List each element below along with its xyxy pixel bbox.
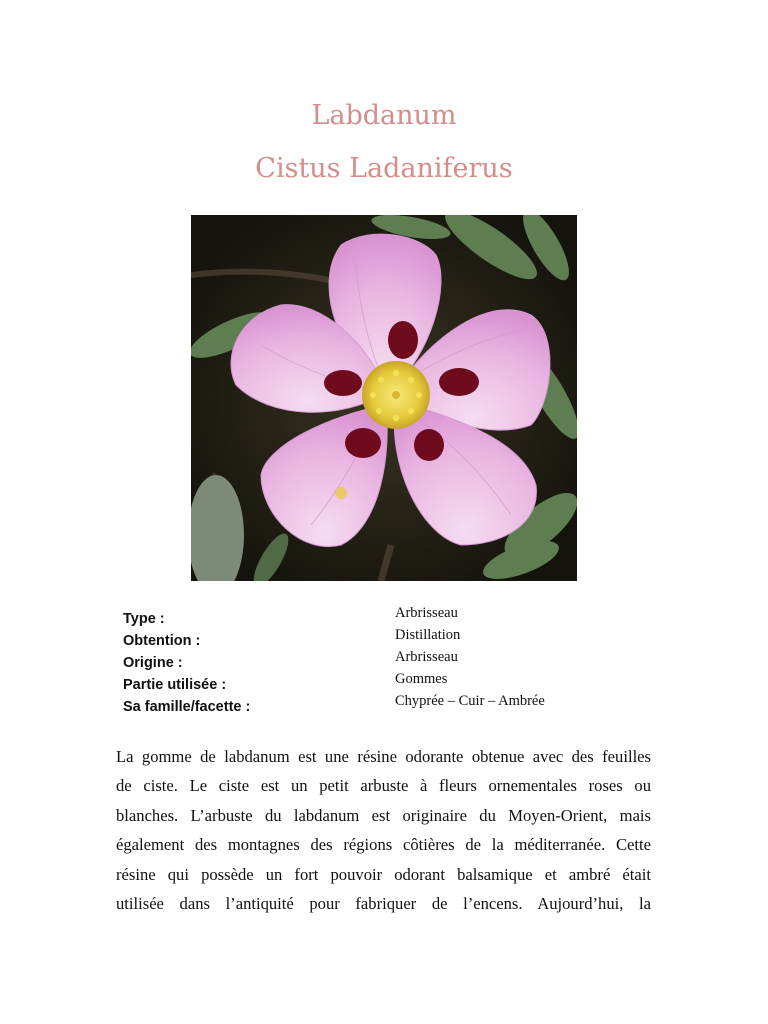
property-value: Arbrisseau	[395, 605, 458, 621]
paragraph-line: également des montagnes des régions côtières de la méditerranée. Cette	[116, 835, 651, 855]
property-row-famille-facette	[123, 693, 663, 719]
property-value: Distillation	[395, 627, 461, 643]
paragraph-line: utilisée dans l’antiquité pour fabriquer de l’encens. Aujourd’hui, la	[116, 894, 651, 914]
property-row-origine	[123, 649, 663, 675]
property-row-obtention	[123, 627, 663, 653]
paragraph-line: de ciste. Le ciste est un petit arbuste à fleurs ornementales roses ou	[116, 776, 651, 796]
flower-photo	[191, 215, 577, 581]
property-label: Sa famille/facette :	[123, 699, 251, 715]
page-title: Labdanum	[311, 100, 457, 131]
paragraph-line: La gomme de labdanum est une résine odorante obtenue avec des feuilles	[116, 747, 651, 766]
property-label: Type :	[123, 611, 165, 627]
property-value: Chyprée – Cuir – Ambrée	[395, 693, 545, 709]
property-label: Partie utilisée :	[123, 677, 227, 693]
paragraph-line: résine qui possède un fort pouvoir odorant balsamique et ambré était	[116, 864, 651, 884]
property-value: Arbrisseau	[395, 649, 458, 665]
property-label: Obtention :	[123, 633, 201, 649]
properties-table	[123, 605, 663, 719]
description-paragraph	[116, 742, 651, 918]
page-subtitle: Cistus Ladaniferus	[255, 153, 513, 184]
property-row-partie-utilisee	[123, 671, 663, 697]
paragraph-line: blanches. L’arbuste du labdanum est originaire du Moyen-Orient, mais	[116, 805, 651, 825]
property-value: Gommes	[395, 671, 448, 687]
property-label: Origine :	[123, 655, 183, 671]
property-row-type	[123, 605, 663, 631]
